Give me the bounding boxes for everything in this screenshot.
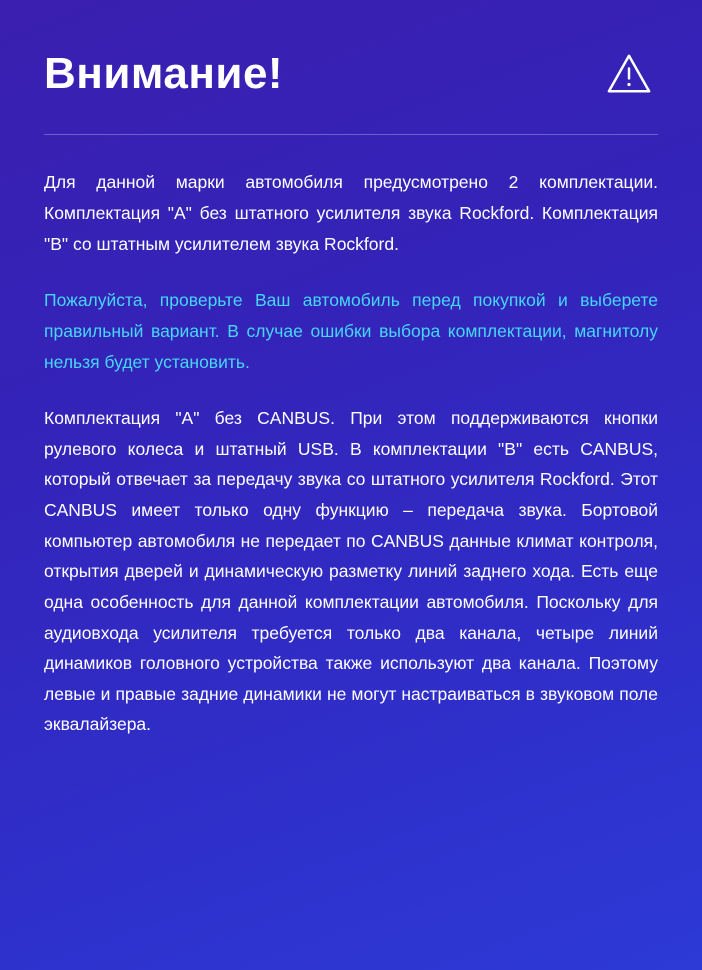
paragraph-notice: Пожалуйста, проверьте Ваш автомобиль перед покупкой и выберете правильный вариант. В случае ошибки выбора комплектации, магнитолу нельзя будет установить. (44, 290, 658, 372)
page-header (44, 44, 658, 98)
page-title: Внимание! (44, 49, 284, 98)
warning-triangle-icon (606, 51, 652, 97)
paragraph-details: Комплектация "A" без CANBUS. При этом поддерживаются кнопки рулевого колеса и штатный USB. В комплектации "B" есть CANBUS, который отвечает за передачу звука со штатного усилителя Rockford. Этот CANBUS имеет только одну функцию – передача звука. Бортовой компьютер автомобиля не передает по CANBUS данные климат контроля, открытия дверей и динамическую разметку линий заднего хода. Есть еще одна особенность для данной комплектации автомобиля. Поскольку для аудиовхода усилителя требуется только два канала, четыре линий динамиков головного устройства также используют два канала. Поэтому левые и правые задние динамики не могут настраиваться в звуковом поле эквалайзера. (44, 408, 658, 735)
paragraph-intro: Для данной марки автомобиля предусмотрено 2 комплектации. Комплектация "A" без штатного усилителя звука Rockford. Комплектация "B" со штатным усилителем звука Rockford. (44, 172, 658, 254)
header-divider (44, 134, 658, 135)
warning-body (44, 167, 658, 740)
